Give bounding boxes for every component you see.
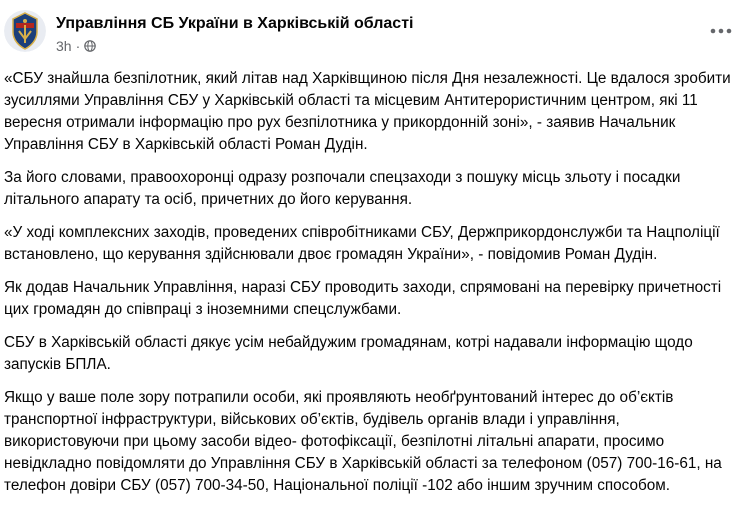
post-meta — [56, 37, 96, 55]
post-paragraph: «У ході комплексних заходів, проведених співробітниками СБУ, Держприкордонслужби та Нацполіції встановлено, що керування здійснювали двоє громадян України», - повідомив Роман Дудін. — [4, 224, 720, 263]
page-avatar[interactable] — [4, 10, 46, 52]
post-body — [4, 68, 734, 508]
globe-icon[interactable] — [84, 40, 96, 52]
post-paragraph: Якщо у ваше поле зору потрапили особи, які проявляють необґрунтований інтерес до об’єктів транспортної інфраструктури, військових об’єктів, будівель органів влади і управління, використовуючи при цьому засоби відео- фотофіксації, безпілотні літальні апарати, просимо невідкладно повідомляти до Управління СБУ в Харківській області за телефоном (057) 700-16-61, на телефон довіри СБУ (057) 700-34-50, Національної поліції -102 або іншим зручним способом. — [4, 389, 722, 494]
post-paragraph: Як додав Начальник Управління, наразі СБУ проводить заходи, спрямовані на перевірку причетності цих громадян до співпраці з іноземними спецслужбами. — [4, 279, 722, 318]
post-timestamp[interactable]: 3h — [56, 38, 72, 54]
more-options-button[interactable] — [704, 16, 738, 46]
more-options-icon — [710, 28, 732, 34]
meta-separator: · — [75, 38, 81, 54]
post-header — [0, 0, 740, 66]
post-paragraph: За його словами, правоохоронці одразу розпочали спецзаходи з пошуку місць зльоту і посадки літального апарату та осіб, причетних до його керування. — [4, 169, 681, 208]
post-paragraph: «СБУ знайшла безпілотник, який літав над Харківщиною після Дня незалежності. Це вдалося зробити зусиллями Управління СБУ у Харківській області та місцевим Антитерористичним центром, які 11 вересня отримали інформацію про рух безпілотника у прикордонній зоні», - заявив Начальник Управління СБУ в Харківській області Роман Дудін. — [4, 70, 731, 153]
page-name[interactable]: Управління СБ України в Харківській області — [56, 15, 414, 32]
sbu-emblem-icon — [4, 10, 46, 52]
post-paragraph: СБУ в Харківській області дякує усім небайдужим громадянам, котрі надавали інформацію щодо запусків БПЛА. — [4, 334, 693, 373]
